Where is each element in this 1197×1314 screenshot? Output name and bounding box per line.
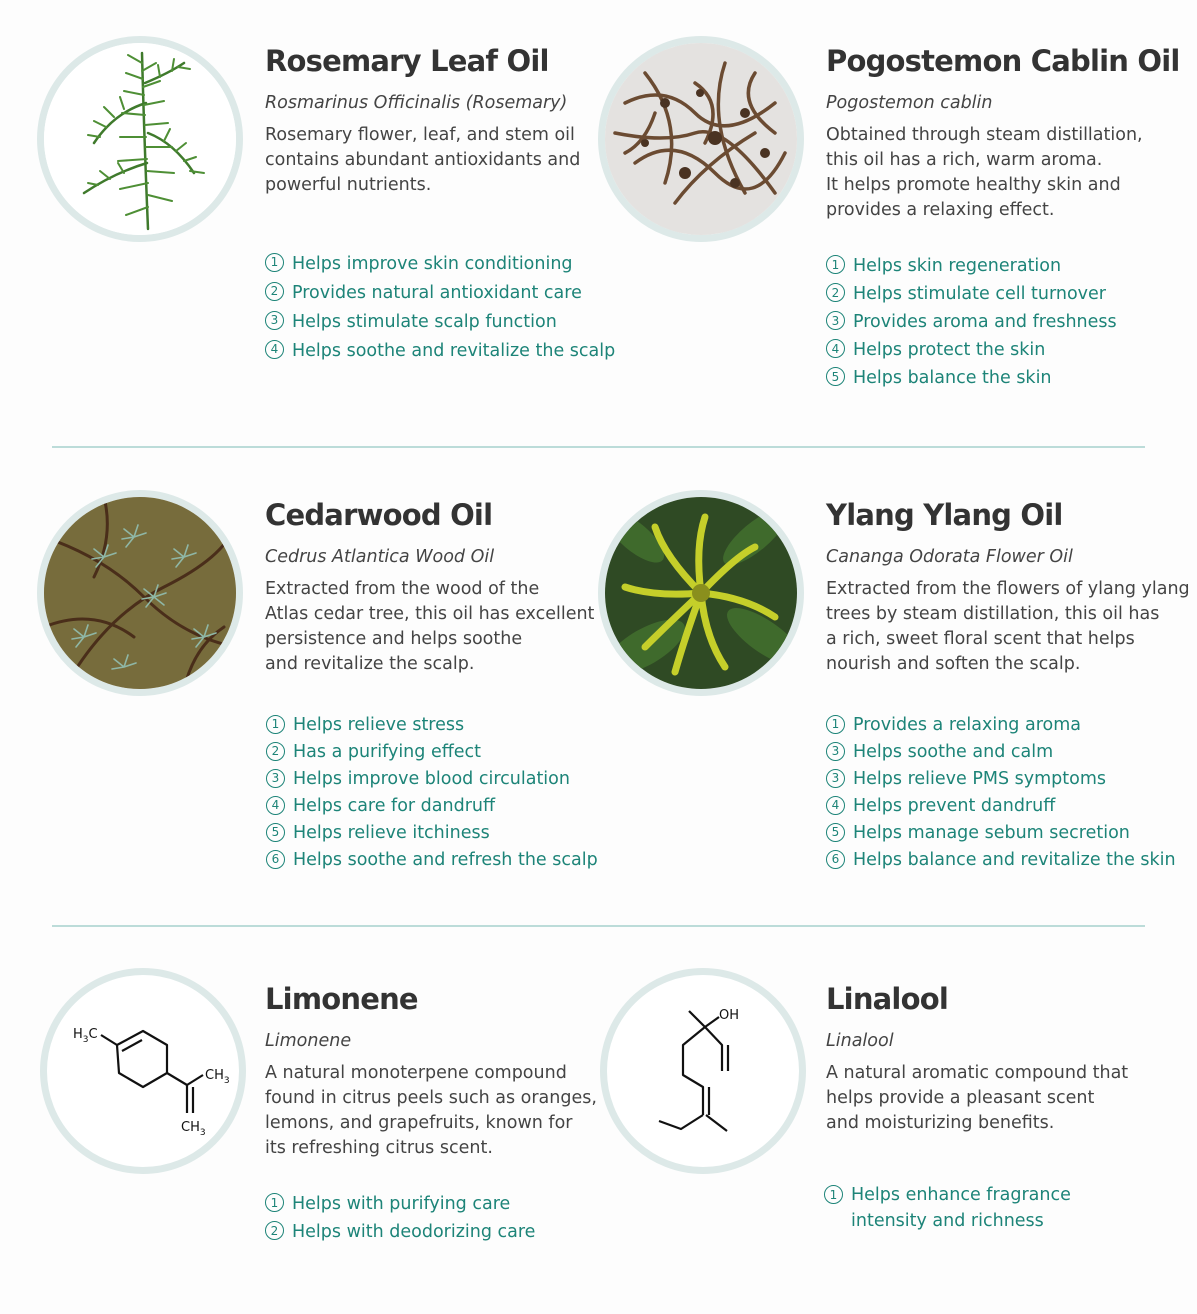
benefit-item: 2 Helps with deodorizing care [265, 1218, 535, 1246]
ingredient-title: Ylang Ylang Oil [826, 498, 1063, 532]
ingredient-title: Rosemary Leaf Oil [265, 44, 549, 78]
benefit-list [266, 712, 598, 874]
ingredient-description: Rosemary flower, leaf, and stem oil contains abundant antioxidants and powerful nutrients. [265, 125, 581, 195]
benefit-item: 5 Helps manage sebum secretion [826, 820, 1176, 847]
number-badge: 4 [266, 796, 285, 815]
benefit-list [826, 712, 1176, 874]
number-badge: 6 [266, 850, 285, 869]
limonene-structure-icon [47, 975, 239, 1167]
number-badge: 4 [265, 340, 284, 359]
section-divider [52, 925, 1145, 927]
limonene-image [40, 968, 246, 1174]
number-badge: 1 [824, 1185, 843, 1204]
benefit-item: 3 Helps stimulate scalp function [265, 308, 615, 337]
benefit-item: 2 Has a purifying effect [266, 739, 598, 766]
rosemary-sprig-icon [44, 43, 236, 235]
ch3-label: $CH_3$ [205, 1068, 230, 1086]
number-badge: 3 [266, 769, 285, 788]
benefit-item: 5 Helps relieve itchiness [266, 820, 598, 847]
ingredient-description: Extracted from the wood of the Atlas cedar tree, this oil has excellent persistence and helps soothe and revitalize the scalp. [265, 579, 595, 674]
linalool-image [600, 968, 806, 1174]
dried-patchouli-icon [605, 43, 797, 235]
number-badge: 2 [265, 282, 284, 301]
ingredient-latin-name: Rosmarinus Officinalis (Rosemary) [265, 93, 568, 113]
rosemary-image [37, 36, 243, 242]
benefit-item: 1 Helps skin regeneration [826, 252, 1117, 280]
benefit-item: 2 Helps stimulate cell turnover [826, 280, 1117, 308]
benefit-item: 4 Helps soothe and revitalize the scalp [265, 337, 615, 366]
oh-label: OH [719, 1008, 740, 1023]
number-badge: 2 [826, 283, 845, 302]
benefit-item: 1 Helps relieve stress [266, 712, 598, 739]
number-badge: 2 [265, 1221, 284, 1240]
benefit-list [265, 250, 615, 366]
ylang-ylang-image [598, 490, 804, 696]
ylang-flower-icon [605, 497, 797, 689]
number-badge: 4 [826, 796, 845, 815]
linalool-structure-icon [607, 975, 799, 1167]
number-badge: 3 [826, 742, 845, 761]
number-badge: 2 [266, 742, 285, 761]
ingredient-latin-name: Limonene [265, 1031, 352, 1051]
benefit-item: 3 Helps soothe and calm [826, 739, 1176, 766]
number-badge: 3 [265, 311, 284, 330]
number-badge: 5 [826, 823, 845, 842]
ingredient-title: Cedarwood Oil [265, 498, 493, 532]
benefit-item: 1 Helps enhance fragrance intensity and richness [824, 1182, 1071, 1234]
ingredient-latin-name: Pogostemon cablin [826, 93, 993, 113]
section-divider [52, 446, 1145, 448]
number-badge: 1 [826, 715, 845, 734]
ingredient-description: Obtained through steam distillation, this oil has a rich, warm aroma. It helps promote healthy skin and provides a relaxing effect. [826, 125, 1143, 220]
ingredient-title: Pogostemon Cablin Oil [826, 44, 1180, 78]
ingredient-description: A natural monoterpene compound found in citrus peels such as oranges, lemons, and grapefruits, known for its refreshing citrus scent. [265, 1063, 597, 1158]
ingredient-latin-name: Cananga Odorata Flower Oil [826, 547, 1073, 567]
h3c-label: $H_3C$ [73, 1027, 98, 1045]
number-badge: 5 [266, 823, 285, 842]
number-badge: 3 [826, 311, 845, 330]
benefit-item: 4 Helps care for dandruff [266, 793, 598, 820]
benefit-item: 1 Helps with purifying care [265, 1190, 535, 1218]
number-badge: 4 [826, 339, 845, 358]
ingredient-title: Linalool [826, 982, 948, 1016]
ingredient-latin-name: Linalool [826, 1031, 894, 1051]
benefit-item: 4 Helps protect the skin [826, 336, 1117, 364]
number-badge: 5 [826, 367, 845, 386]
benefit-list [824, 1182, 1071, 1234]
number-badge: 6 [826, 850, 845, 869]
cedarwood-image [37, 490, 243, 696]
benefit-item: 3 Provides aroma and freshness [826, 308, 1117, 336]
benefit-item: 4 Helps prevent dandruff [826, 793, 1176, 820]
ingredient-latin-name: Cedrus Atlantica Wood Oil [265, 547, 495, 567]
ingredient-description: Extracted from the flowers of ylang ylang trees by steam distillation, this oil has a rich, sweet floral scent that helps nourish and soften the scalp. [826, 579, 1190, 674]
benefit-item: 6 Helps soothe and refresh the scalp [266, 847, 598, 874]
benefit-item: 1 Provides a relaxing aroma [826, 712, 1176, 739]
benefit-item: 3 Helps improve blood circulation [266, 766, 598, 793]
ch3-label: $CH_3$ [181, 1120, 206, 1138]
benefit-item: 5 Helps balance the skin [826, 364, 1117, 392]
benefit-item: 3 Helps relieve PMS symptoms [826, 766, 1176, 793]
benefit-item: 2 Provides natural antioxidant care [265, 279, 615, 308]
benefit-list [826, 252, 1117, 392]
benefit-item: 1 Helps improve skin conditioning [265, 250, 615, 279]
number-badge: 1 [265, 253, 284, 272]
number-badge: 1 [266, 715, 285, 734]
number-badge: 1 [826, 255, 845, 274]
ingredient-title: Limonene [265, 982, 418, 1016]
benefit-item: 6 Helps balance and revitalize the skin [826, 847, 1176, 874]
ingredient-description: A natural aromatic compound that helps provide a pleasant scent and moisturizing benefits. [826, 1063, 1129, 1133]
cedar-branch-icon [44, 497, 236, 689]
number-badge: 3 [826, 769, 845, 788]
pogostemon-image [598, 36, 804, 242]
benefit-list [265, 1190, 535, 1246]
number-badge: 1 [265, 1193, 284, 1212]
